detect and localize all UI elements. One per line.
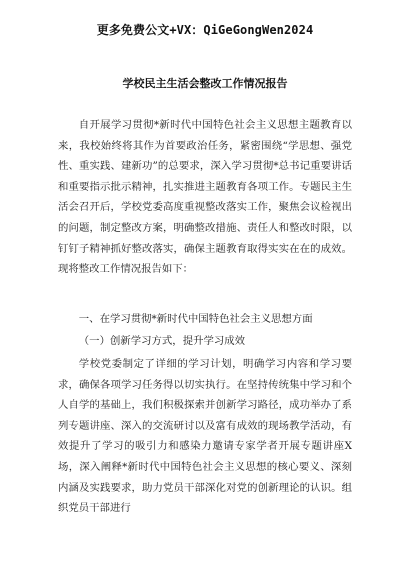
document-title: 学校民主生活会整改工作情况报告 [122, 77, 288, 90]
watermark-text: 更多免费公文+VX：QiGeGongWen2024 [96, 23, 314, 37]
subsection-paragraph: 学校党委制定了详细的学习计划，明确学习内容和学习要求，确保各项学习任务得以切实执行。在坚持传统集中学习和个人自学的基础上，我们积极探索并创新学习路径，成功举办了系列专题讲座、深入的交流研讨以及富有成效的现场教学活动，有效提升了学习的吸引力和感染力邀请专家学者开展专题讲座X场，深入阐释*新时代中国特色社会主义思想的核心要义、深刻内涵及实践要求，助力党员干部深化对党的创新理论的认识。组织党员干部进行 [58, 358, 352, 515]
subsection-heading: （一）创新学习方式，提升学习成效 [78, 335, 246, 347]
intro-section [58, 115, 352, 280]
intro-paragraph: 自开展学习贯彻*新时代中国特色社会主义思想主题教育以来，我校始终将其作为首要政治任务，紧密围绕“学思想、强党性、重实践、建新功”的总要求，深入学习贯彻*总书记重要讲话和重要指示批示精神，扎实推进主题教育各项工作。专题民主生活会召开后，学校党委高度重视整改落实工作，聚焦会议检视出的问题，制定整改方案，明确整改措施、责任人和整改时限，以钉钉子精神抓好整改落实，确保主题教育取得实实在在的成效。现将整改工作情况报告如下： [58, 119, 352, 276]
subsection-body [58, 354, 352, 519]
section-heading: 一、在学习贯彻*新时代中国特色社会主义思想方面 [78, 313, 313, 325]
